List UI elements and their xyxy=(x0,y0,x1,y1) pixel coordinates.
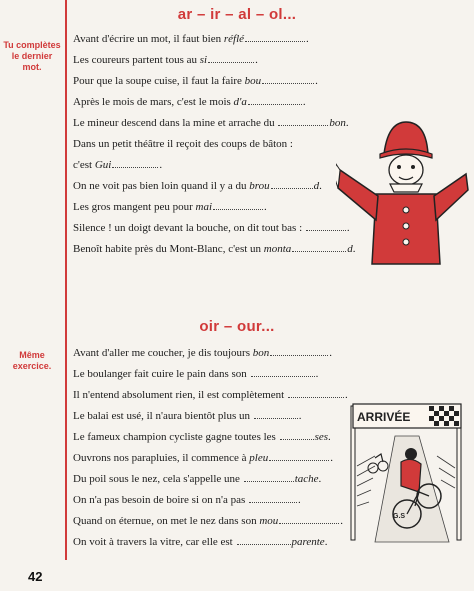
word-ending: parente xyxy=(291,536,325,548)
sentence-text: Du poil sous le nez, cela s'appelle une xyxy=(73,473,243,485)
answer-blank[interactable] xyxy=(254,409,298,419)
sentence-end: . xyxy=(255,54,258,66)
finish-banner-text: ARRIVÉE xyxy=(357,410,411,424)
sentence-end: . xyxy=(264,201,267,213)
sentence-end: . xyxy=(318,473,322,485)
answer-blank[interactable] xyxy=(288,388,344,398)
answer-blank[interactable] xyxy=(245,32,305,42)
word-ending: tache xyxy=(294,473,319,485)
sentence-text: Avant d'aller me coucher, je dis toujours xyxy=(73,347,253,359)
exercise-sentence xyxy=(73,533,348,554)
exercise-sentence xyxy=(73,93,356,114)
word-ending: d xyxy=(347,243,353,255)
sentence-text: Quand on éternue, on met le nez dans son xyxy=(73,515,260,527)
guignol-puppet-illustration xyxy=(336,114,470,270)
word-fragment: pleu xyxy=(249,452,269,464)
word-ending: ses xyxy=(314,431,329,443)
sentence-end: . xyxy=(340,515,344,527)
word-fragment: si xyxy=(199,54,208,66)
finish-line-cyclist-illustration xyxy=(345,396,469,546)
answer-blank[interactable] xyxy=(271,179,313,189)
exercise-sentence xyxy=(73,344,348,365)
sentence-end: . xyxy=(315,75,318,87)
answer-blank[interactable] xyxy=(269,451,329,461)
section1-instruction: Tu complètes le dernier mot. xyxy=(3,40,61,72)
sentence-text: Les coureurs partent tous au xyxy=(73,54,200,66)
red-margin-rule xyxy=(65,0,67,560)
exercise-sentence xyxy=(73,72,356,93)
sentence-text: On ne voit pas bien loin quand il y a du xyxy=(73,180,250,192)
exercise-sentence xyxy=(73,449,348,470)
section2-instruction: Même exercice. xyxy=(12,350,52,371)
exercise-sentence xyxy=(73,407,348,428)
exercise-sentence xyxy=(73,428,348,449)
answer-blank[interactable] xyxy=(249,493,297,503)
answer-blank[interactable] xyxy=(251,367,315,377)
exercise-sentence xyxy=(73,30,356,51)
word-ending: bon xyxy=(329,117,346,129)
sentence-end: . xyxy=(344,389,348,401)
sentence-text: Le boulanger fait cuire le pain dans son xyxy=(73,368,250,380)
sentence-end: . xyxy=(315,368,319,380)
exercise-sentence xyxy=(73,177,356,198)
exercise-sentence xyxy=(73,51,356,72)
sentence-text: Ouvrons nos parapluies, il commence à xyxy=(73,452,250,464)
sentence-end: . xyxy=(330,452,333,464)
sentence-end: . xyxy=(306,33,309,45)
sentence-text: Le fameux champion cycliste gagne toutes les xyxy=(73,431,279,443)
sentence-text: On voit à travers la vitre, car elle est xyxy=(73,536,236,548)
exercise-sentence xyxy=(73,491,348,512)
sentence-text: Il n'entend absolument rien, il est complètement xyxy=(73,389,287,401)
answer-blank[interactable] xyxy=(208,53,254,63)
answer-blank[interactable] xyxy=(262,74,314,84)
word-fragment: monta xyxy=(263,243,292,255)
sentence-text: Benoît habite près du Mont-Blanc, c'est un xyxy=(73,243,264,255)
answer-blank[interactable] xyxy=(279,514,339,524)
word-fragment: bou xyxy=(244,75,262,87)
sentence-text: Avant d'écrire un mot, il faut bien xyxy=(73,33,224,45)
page-number: 42 xyxy=(28,569,43,584)
sentence-end: . xyxy=(346,222,350,234)
word-ending: d xyxy=(313,180,320,192)
section1-sentence-list xyxy=(73,30,356,261)
word-fragment: bon xyxy=(252,347,270,359)
sentence-text: Dans un petit théâtre il reçoit des coups de bâton : xyxy=(73,138,293,150)
answer-blank[interactable] xyxy=(213,200,263,210)
sentence-text: On n'a pas besoin de boire si on n'a pas xyxy=(73,494,249,506)
exercise-sentence xyxy=(73,470,348,491)
word-fragment: brou xyxy=(249,180,270,192)
word-fragment: d'a xyxy=(233,96,247,108)
section1-title: ar – ir – al – ol... xyxy=(177,6,297,23)
sentence-text: Après le mois de mars, c'est le mois xyxy=(73,96,234,108)
exercise-sentence xyxy=(73,198,356,219)
answer-blank[interactable] xyxy=(237,535,291,545)
exercise-sentence xyxy=(73,386,348,407)
exercise-sentence xyxy=(73,114,356,135)
exercise-sentence xyxy=(73,365,348,386)
sentence-text: Pour que la soupe cuise, il faut la faire xyxy=(73,75,245,87)
sentence-end: . xyxy=(298,494,301,506)
answer-blank[interactable] xyxy=(244,472,294,482)
sentence-end: . xyxy=(329,347,332,359)
section2-sentence-list xyxy=(73,344,348,554)
sentence-end: . xyxy=(345,117,349,129)
sentence-text: Silence ! un doigt devant la bouche, on dit tout bas : xyxy=(73,222,305,234)
answer-blank[interactable] xyxy=(280,430,314,440)
sentence-end: . xyxy=(298,410,302,422)
exercise-sentence xyxy=(73,219,356,240)
word-fragment: mai xyxy=(195,201,212,213)
sentence-text: c'est xyxy=(73,159,95,171)
sentence-end: . xyxy=(324,536,328,548)
sentence-text: Le mineur descend dans la mine et arrache du xyxy=(73,117,278,129)
answer-blank[interactable] xyxy=(278,116,328,126)
answer-blank[interactable] xyxy=(112,158,158,168)
word-fragment: réflé xyxy=(223,33,245,45)
sentence-end: . xyxy=(328,431,331,443)
answer-blank[interactable] xyxy=(248,95,302,105)
exercise-sentence xyxy=(73,135,356,156)
section2-title: oir – our... xyxy=(199,318,275,335)
sentence-end: . xyxy=(159,159,163,171)
word-fragment: Gui xyxy=(94,159,112,171)
exercise-sentence xyxy=(73,240,356,261)
svg-text:G.S: G.S xyxy=(393,513,406,520)
sentence-end: . xyxy=(302,96,306,108)
answer-blank[interactable] xyxy=(270,346,328,356)
word-fragment: mou xyxy=(259,515,279,527)
sentence-text: Le balai est usé, il n'aura bientôt plus un xyxy=(73,410,253,422)
sentence-end: . xyxy=(319,180,322,192)
exercise-sentence xyxy=(73,512,348,533)
sentence-text: Les gros mangent peu pour xyxy=(73,201,196,213)
sentence-end: . xyxy=(352,243,356,255)
exercise-sentence xyxy=(73,156,356,177)
